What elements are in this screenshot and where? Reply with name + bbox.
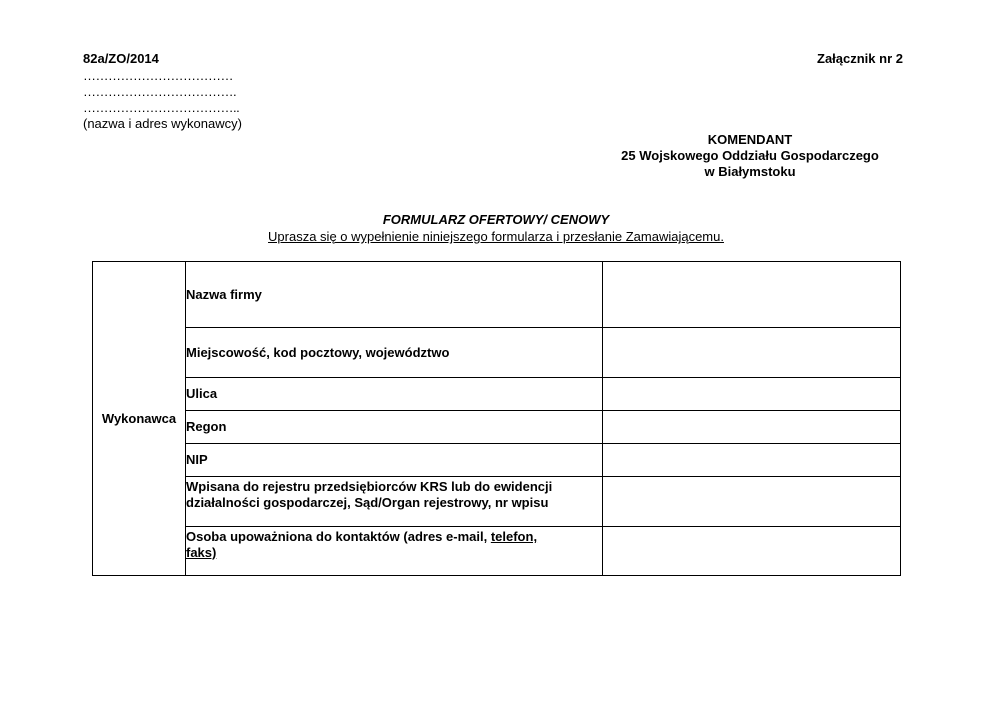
field-label-street: Ulica — [186, 378, 603, 411]
field-value-contact-person[interactable] — [603, 527, 901, 576]
annex-label: Załącznik nr 2 — [817, 51, 903, 66]
form-title: FORMULARZ OFERTOWY/ CENOWY — [382, 212, 610, 227]
form-subtitle-text: Uprasza się o wypełnienie niniejszego formularza i przesłanie Zamawiającemu. — [268, 229, 724, 244]
field-value-street[interactable] — [603, 378, 901, 411]
contractor-caption: (nazwa i adres wykonawcy) — [83, 116, 242, 131]
table-row — [93, 378, 901, 411]
contractor-blank-line-1: ……………………………… — [83, 68, 233, 83]
field-label-contact-part-3: faks) — [186, 545, 217, 560]
field-label-contact-part-2: telefon, — [490, 529, 538, 544]
field-label-company-name: Nazwa firmy — [186, 262, 603, 328]
field-value-registry[interactable] — [603, 477, 901, 527]
field-label-contact-person — [186, 527, 603, 576]
offer-form-table — [92, 261, 901, 576]
field-label-registry-line-2: działalności gospodarczej, Sąd/Organ rejestrowy, nr wpisu — [186, 495, 549, 510]
field-label-registry — [186, 477, 603, 527]
contractor-group-label: Wykonawca — [93, 262, 186, 576]
recipient-line-3: w Białymstoku — [704, 164, 796, 179]
field-value-company-name[interactable] — [603, 262, 901, 328]
field-value-regon[interactable] — [603, 411, 901, 444]
table-row — [93, 527, 901, 576]
field-label-regon: Regon — [186, 411, 603, 444]
field-value-address[interactable] — [603, 328, 901, 378]
contractor-blank-line-2: ………………………………. — [83, 84, 237, 99]
field-label-contact-part-1: Osoba upoważniona do kontaktów (adres e-mail, — [186, 529, 491, 544]
table-row — [93, 477, 901, 527]
table-row — [93, 444, 901, 477]
form-subtitle — [0, 229, 992, 244]
recipient-line-1: KOMENDANT — [707, 132, 793, 147]
table-row — [93, 262, 901, 328]
field-label-nip: NIP — [186, 444, 603, 477]
recipient-line-2: 25 Wojskowego Oddziału Gospodarczego — [621, 148, 879, 163]
table-row — [93, 328, 901, 378]
field-value-nip[interactable] — [603, 444, 901, 477]
table-row — [93, 411, 901, 444]
field-label-address: Miejscowość, kod pocztowy, województwo — [186, 328, 603, 378]
recipient-block — [590, 132, 910, 180]
field-label-registry-line-1: Wpisana do rejestru przedsiębiorców KRS lub do ewidencji — [186, 479, 553, 494]
contractor-blank-line-3: ……………………………….. — [83, 100, 240, 115]
document-reference-number: 82a/ZO/2014 — [83, 51, 159, 66]
